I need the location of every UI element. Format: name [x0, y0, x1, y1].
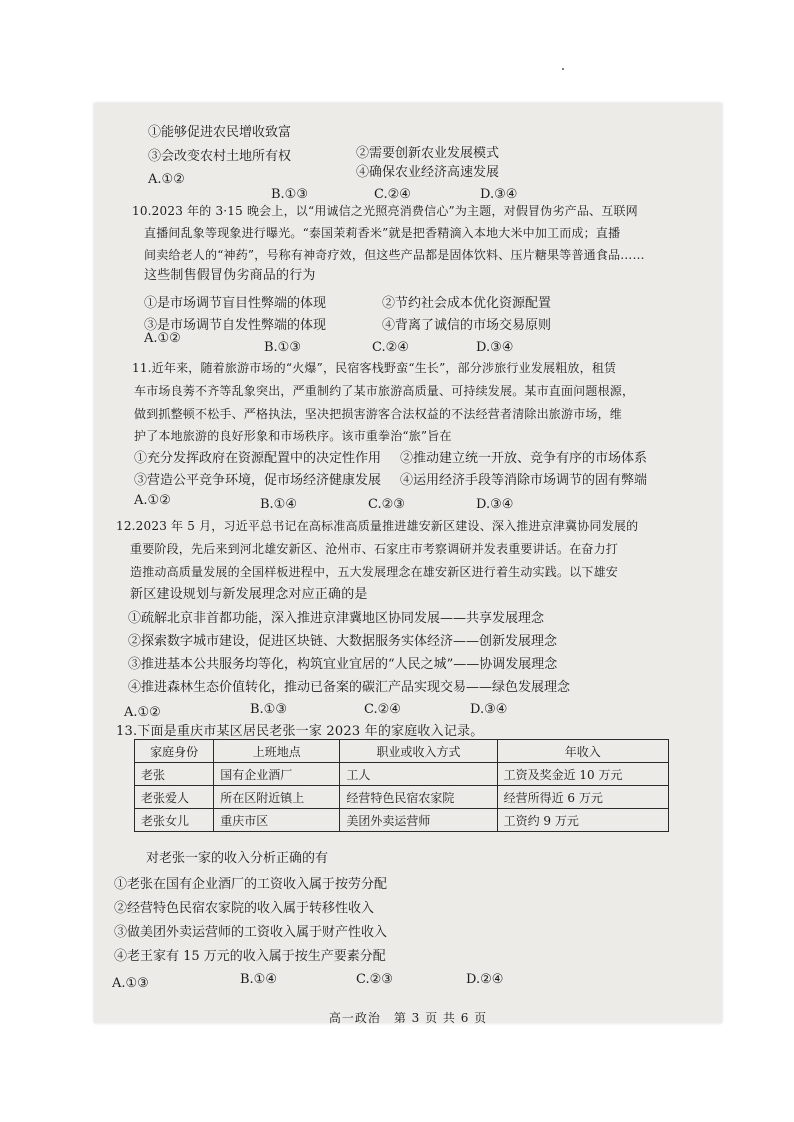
q12-stem-line-4: 新区建设规划与新发展理念对应正确的是 — [130, 587, 368, 602]
q13-stem: 13.下面是重庆市某区居民老张一家 2023 年的家庭收入记录。 — [116, 724, 484, 739]
scan-speck — [562, 68, 564, 70]
q11-choice-a: A.①② — [134, 493, 171, 508]
q13-item-1: ①老张在国有企业酒厂的工资收入属于按劳分配 — [114, 877, 388, 892]
q10-choice-c: C.②④ — [372, 340, 409, 355]
exam-page — [94, 103, 722, 1023]
q11-stem-line-4: 护了本地旅游的良好形象和市场秩序。该市重拳治“旅”旨在 — [134, 429, 452, 443]
cell-job: 工人 — [340, 763, 497, 786]
q10-choice-b: B.①③ — [264, 340, 301, 355]
header-job-type: 职业或收入方式 — [340, 740, 497, 763]
q13-choice-c: C.②③ — [356, 972, 393, 987]
table-row — [135, 763, 669, 786]
q10-item-3: ③是市场调节自发性弊端的体现 — [144, 318, 327, 333]
header-family-role: 家庭身份 — [135, 740, 214, 763]
q13-choice-d: D.②④ — [466, 972, 504, 987]
page-footer: 高一政治 第 3 页 共 6 页 — [328, 1011, 488, 1025]
q10-item-2: ②节约社会成本优化资源配置 — [382, 296, 552, 311]
cell-role: 老张爱人 — [135, 786, 214, 809]
q11-choice-c: C.②③ — [368, 497, 405, 512]
income-table — [134, 739, 669, 832]
q10-stem-line-3: 间卖给老人的“神药”，号称有神奇疗效，但这些产品都是固体饮料、压片糖果等普通食品…… — [144, 248, 645, 262]
q13-item-3: ③做美团外卖运营师的工资收入属于财产性收入 — [114, 925, 388, 940]
q13-item-4: ④老王家有 15 万元的收入属于按生产要素分配 — [114, 949, 386, 964]
prev-choice-c: C.②④ — [374, 187, 411, 202]
cell-income: 工资及奖金近 10 万元 — [497, 763, 668, 786]
header-annual-income: 年收入 — [497, 740, 668, 763]
prev-item-4: ④确保农业经济高速发展 — [356, 165, 500, 180]
q11-stem-line-3: 做到抓整顿不松手、严格执法，坚决把损害游客合法权益的不法经营者清除出旅游市场，维 — [134, 407, 623, 421]
q12-stem-line-2: 重要阶段，先后来到河北雄安新区、沧州市、石家庄市考察调研并发表重要讲话。在奋力打 — [130, 542, 619, 556]
prev-item-2: ②需要创新农业发展模式 — [356, 146, 500, 161]
prev-item-1: ①能够促进农民增收致富 — [148, 125, 292, 140]
prev-choice-b: B.①③ — [271, 187, 308, 202]
cell-role: 老张女儿 — [135, 809, 214, 832]
q11-item-3: ③营造公平竞争环境，促市场经济健康发展 — [134, 473, 382, 488]
q12-choice-b: B.①③ — [250, 702, 287, 717]
table-row — [135, 786, 669, 809]
header-work-location: 上班地点 — [214, 740, 340, 763]
income-table-header-row — [135, 740, 669, 763]
q11-choice-b: B.①④ — [260, 497, 297, 512]
q12-stem-line-3: 造推动高质量发展的全国样板进程中，五大发展理念在雄安新区进行着生动实践。以下雄安 — [130, 565, 619, 579]
q12-stem-line-1: 12.2023 年 5 月，习近平总书记在高标准高质量推进雄安新区建设、深入推进京津冀协同发展的 — [116, 519, 639, 533]
q11-item-1: ①充分发挥政府在资源配置中的决定性作用 — [134, 451, 382, 466]
cell-job: 美团外卖运营师 — [340, 809, 497, 832]
q11-item-4: ④运用经济手段等消除市场调节的固有弊端 — [400, 473, 648, 488]
q12-item-3: ③推进基本公共服务均等化，构筑宜业宜居的“人民之城”——协调发展理念 — [128, 657, 558, 672]
q13-item-2: ②经营特色民宿农家院的收入属于转移性收入 — [114, 901, 375, 916]
q12-choice-c: C.②④ — [364, 702, 401, 717]
prev-item-3: ③会改变农村土地所有权 — [148, 149, 292, 164]
cell-location: 所在区附近镇上 — [214, 786, 340, 809]
q11-stem-line-2: 车市场良莠不齐等乱象突出，严重制约了某市旅游高质量、可持续发展。某市直面问题根源， — [134, 384, 635, 398]
q13-choice-b: B.①④ — [240, 972, 277, 987]
prev-choice-a: A.①② — [148, 172, 185, 187]
q10-stem-line-2: 直播间乱象等现象进行曝光。“泰国茉莉香米”就是把香精滴入本地大米中加工而成；直播 — [144, 226, 621, 240]
q13-choice-a: A.①③ — [112, 976, 149, 991]
q10-item-1: ①是市场调节盲目性弊端的体现 — [144, 296, 327, 311]
q10-choice-a: A.①② — [144, 331, 181, 346]
q10-choice-d: D.③④ — [476, 340, 514, 355]
q11-choice-d: D.③④ — [476, 497, 514, 512]
q12-choice-d: D.③④ — [470, 702, 508, 717]
q11-stem-line-1: 11.近年来，随着旅游市场的“火爆”，民宿客栈野蛮“生长”，部分涉旅行业发展粗放，租赁 — [132, 361, 617, 375]
cell-location: 重庆市区 — [214, 809, 340, 832]
q12-item-1: ①疏解北京非首都功能，深入推进京津冀地区协同发展——共享发展理念 — [128, 611, 545, 626]
cell-role: 老张 — [135, 763, 214, 786]
q11-item-2: ②推动建立统一开放、竞争有序的市场体系 — [400, 451, 648, 466]
cell-location: 国有企业酒厂 — [214, 763, 340, 786]
q10-item-4: ④背离了诚信的市场交易原则 — [382, 318, 552, 333]
q10-stem-line-1: 10.2023 年的 3·15 晚会上，以“用诚信之光照亮消费信心”为主题，对假冒伪劣产品、互联网 — [132, 204, 638, 218]
q12-choice-a: A.①② — [124, 705, 161, 720]
cell-income: 工资约 9 万元 — [497, 809, 668, 832]
q12-item-2: ②探索数字城市建设，促进区块链、大数据服务实体经济——创新发展理念 — [128, 634, 558, 649]
q12-item-4: ④推进森林生态价值转化，推动已备案的碳汇产品实现交易——绿色发展理念 — [128, 680, 571, 695]
table-row — [135, 809, 669, 832]
q10-stem-line-4: 这些制售假冒伪劣商品的行为 — [144, 268, 316, 283]
cell-job: 经营特色民宿农家院 — [340, 786, 497, 809]
prev-choice-d: D.③④ — [480, 187, 518, 202]
cell-income: 经营所得近 6 万元 — [497, 786, 668, 809]
q13-prompt: 对老张一家的收入分析正确的有 — [146, 851, 329, 866]
